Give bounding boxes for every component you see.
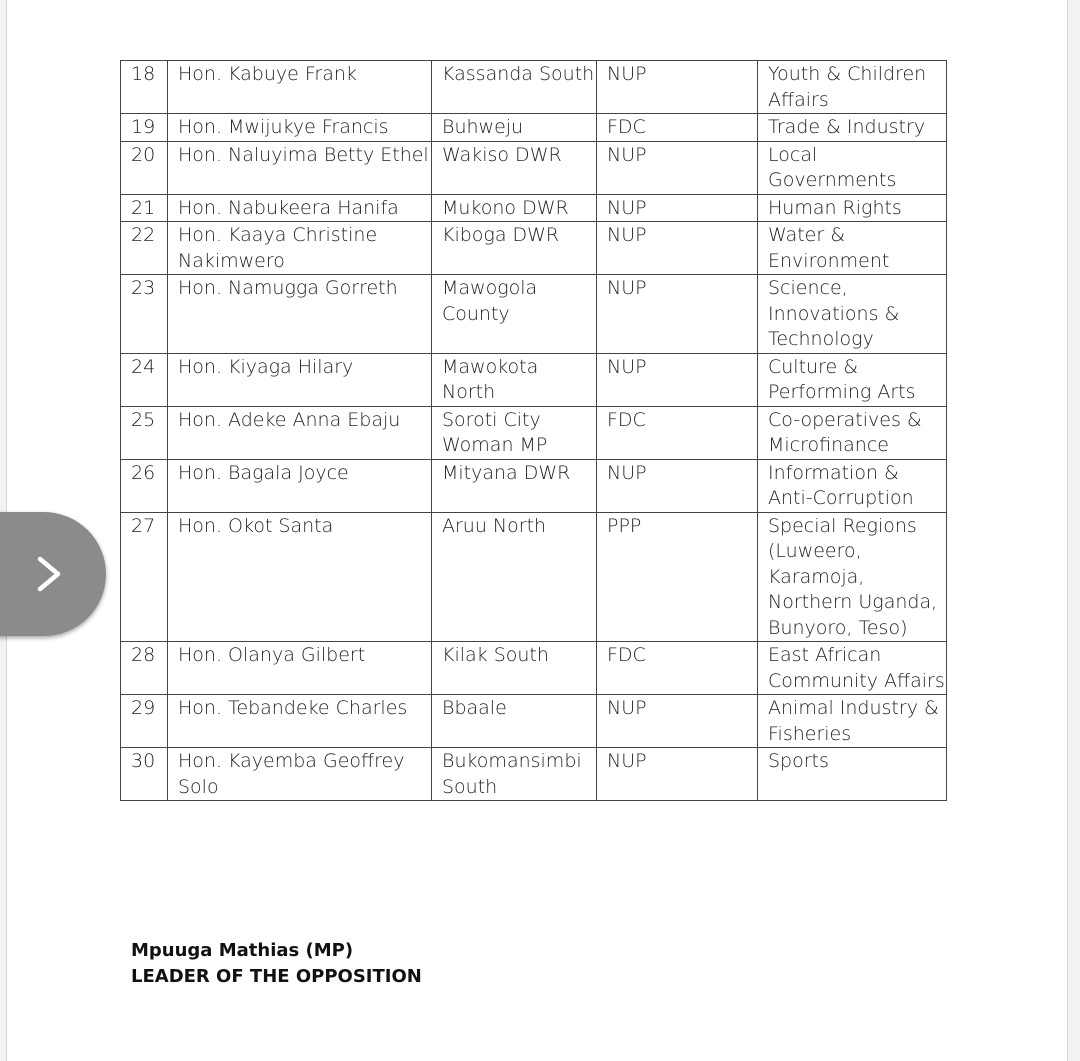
- table-row: [121, 61, 947, 114]
- constituency-cell: Bbaale: [432, 695, 597, 748]
- shadow-cabinet-table: [120, 60, 947, 801]
- constituency-cell: Wakiso DWR: [432, 141, 597, 194]
- row-number-cell: 20: [121, 141, 168, 194]
- member-name-cell: Hon. Okot Santa: [168, 512, 432, 642]
- portfolio-cell: Co-operatives & Microfinance: [758, 406, 947, 459]
- portfolio-cell: Special Regions (Luweero, Karamoja, Northern Uganda, Bunyoro, Teso): [758, 512, 947, 642]
- party-cell: NUP: [597, 459, 758, 512]
- party-cell: PPP: [597, 512, 758, 642]
- member-name-cell: Hon. Namugga Gorreth: [168, 275, 432, 354]
- row-number-cell: 18: [121, 61, 168, 114]
- member-name-cell: Hon. Kabuye Frank: [168, 61, 432, 114]
- member-name-cell: Hon. Nabukeera Hanifa: [168, 194, 432, 222]
- member-name-cell: Hon. Bagala Joyce: [168, 459, 432, 512]
- member-name-cell: Hon. Olanya Gilbert: [168, 642, 432, 695]
- portfolio-cell: Human Rights: [758, 194, 947, 222]
- constituency-cell: Soroti City Woman MP: [432, 406, 597, 459]
- portfolio-cell: Science, Innovations & Technology: [758, 275, 947, 354]
- chevron-right-icon: [34, 556, 64, 592]
- table-row: [121, 512, 947, 642]
- party-cell: NUP: [597, 695, 758, 748]
- constituency-cell: Aruu North: [432, 512, 597, 642]
- portfolio-cell: Sports: [758, 748, 947, 801]
- party-cell: FDC: [597, 406, 758, 459]
- portfolio-cell: Local Governments: [758, 141, 947, 194]
- table-row: [121, 114, 947, 142]
- row-number-cell: 22: [121, 222, 168, 275]
- row-number-cell: 19: [121, 114, 168, 142]
- constituency-cell: Bukomansimbi South: [432, 748, 597, 801]
- row-number-cell: 27: [121, 512, 168, 642]
- constituency-cell: Kiboga DWR: [432, 222, 597, 275]
- table-row: [121, 695, 947, 748]
- portfolio-cell: Information & Anti-Corruption: [758, 459, 947, 512]
- table-row: [121, 141, 947, 194]
- table-row: [121, 748, 947, 801]
- party-cell: NUP: [597, 141, 758, 194]
- member-name-cell: Hon. Naluyima Betty Ethel: [168, 141, 432, 194]
- party-cell: NUP: [597, 275, 758, 354]
- signatory-title: LEADER OF THE OPPOSITION: [131, 966, 422, 987]
- member-name-cell: Hon. Kaaya Christine Nakimwero: [168, 222, 432, 275]
- constituency-cell: Mawogola County: [432, 275, 597, 354]
- row-number-cell: 24: [121, 353, 168, 406]
- row-number-cell: 30: [121, 748, 168, 801]
- portfolio-cell: Youth & Children Affairs: [758, 61, 947, 114]
- table-row: [121, 222, 947, 275]
- party-cell: NUP: [597, 222, 758, 275]
- party-cell: NUP: [597, 748, 758, 801]
- row-number-cell: 26: [121, 459, 168, 512]
- constituency-cell: Kassanda South: [432, 61, 597, 114]
- portfolio-cell: East African Community Affairs: [758, 642, 947, 695]
- table-row: [121, 275, 947, 354]
- table-row: [121, 353, 947, 406]
- constituency-cell: Mawokota North: [432, 353, 597, 406]
- party-cell: FDC: [597, 642, 758, 695]
- constituency-cell: Mityana DWR: [432, 459, 597, 512]
- member-name-cell: Hon. Tebandeke Charles: [168, 695, 432, 748]
- table-row: [121, 194, 947, 222]
- party-cell: NUP: [597, 353, 758, 406]
- table-body: [121, 61, 947, 801]
- signatory-name: Mpuuga Mathias (MP): [131, 940, 354, 961]
- row-number-cell: 21: [121, 194, 168, 222]
- party-cell: NUP: [597, 61, 758, 114]
- constituency-cell: Kilak South: [432, 642, 597, 695]
- member-name-cell: Hon. Mwijukye Francis: [168, 114, 432, 142]
- constituency-cell: Buhweju: [432, 114, 597, 142]
- row-number-cell: 28: [121, 642, 168, 695]
- member-name-cell: Hon. Adeke Anna Ebaju: [168, 406, 432, 459]
- table-row: [121, 406, 947, 459]
- portfolio-cell: Animal Industry & Fisheries: [758, 695, 947, 748]
- constituency-cell: Mukono DWR: [432, 194, 597, 222]
- row-number-cell: 23: [121, 275, 168, 354]
- document-page: [6, 0, 1068, 1061]
- party-cell: FDC: [597, 114, 758, 142]
- portfolio-cell: Trade & Industry: [758, 114, 947, 142]
- member-name-cell: Hon. Kiyaga Hilary: [168, 353, 432, 406]
- signature-block: [131, 938, 422, 990]
- table-row: [121, 459, 947, 512]
- table-row: [121, 642, 947, 695]
- party-cell: NUP: [597, 194, 758, 222]
- portfolio-cell: Culture & Performing Arts: [758, 353, 947, 406]
- row-number-cell: 29: [121, 695, 168, 748]
- member-name-cell: Hon. Kayemba Geoffrey Solo: [168, 748, 432, 801]
- row-number-cell: 25: [121, 406, 168, 459]
- portfolio-cell: Water & Environment: [758, 222, 947, 275]
